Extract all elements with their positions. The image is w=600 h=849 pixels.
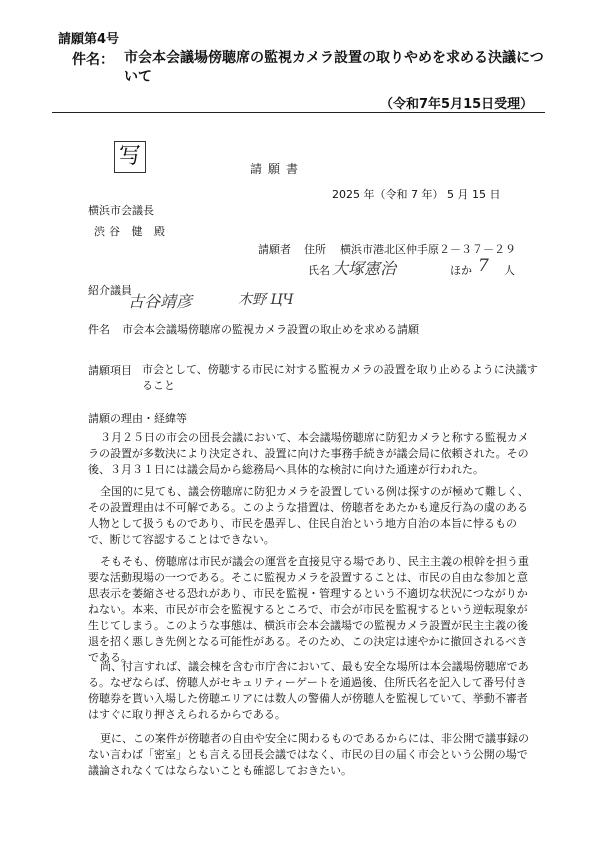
address-label: 住所 [304,243,326,256]
header-divider [52,112,545,113]
document-title: 請願書 [250,162,305,176]
petitioner-label: 請願者 [258,243,291,256]
received-date: （令和7年5月15日受理） [380,97,534,112]
petitioner-count: 7 [478,256,489,276]
reason-paragraph-1: ３月２５日の市会の団長会議において、本会議場傍聴席に防犯カメラと称する監視カメラの設置が多数決により決定され、設置に向けた事務手続きが議会局に依頼された。その後、３月３１日には議会局から総務局へ具体的な検討に向けた通達が行われた。 [88,431,529,476]
petitioner-address: 横浜市港北区仲手原２－３７－２９ [340,243,516,256]
header-subject: 市会本会議場傍聴席の監視カメラ設置の取りやめを求める決議について [124,50,544,85]
petitioner-signature: 大塚憲治 [332,259,397,278]
reason-label: 請願の理由・経緯等 [88,412,187,425]
reason-paragraph-4: 尚、付言すれば、議会棟を含む市庁舎において、最も安全な場所は本会議場傍聴席である。なぜならば、傍聴人がセキュリティーゲートを通過後、住所氏名を記入して番号付き傍聴券を貰い入場した傍聴エリアには数人の警備人が傍聴人を監視していて、挙動不審者はすぐに取り押さえられるからである。 [88,660,529,721]
subject-label: 件名 [88,323,110,336]
reason-paragraph-2: 全国的に見ても、議会傍聴席に防犯カメラを設置している例は探すのが極めて難しく、その設置理由は不可解である。このような措置は、傍聴者をあたかも違反行為の虞のある人物として扱うものであり、市民を愚弄し、住民自治という地方自治の本旨に悖るもので、断じて容認することはできない。 [88,485,529,546]
count-unit: 人 [504,264,515,277]
subject-text: 市会本会議場傍聴席の監視カメラ設置の取止めを求める請願 [122,323,419,336]
item-label: 請願項目 [88,364,132,377]
addressee-line1: 横浜市会議長 [88,204,154,217]
introducer-signature-2: 木野 ЦЧ [238,292,294,308]
introducer-signature-1: 古谷靖彦 [128,292,193,311]
introducer-label: 紹介議員 [88,284,132,297]
name-label: 氏名 [308,264,330,277]
others-label: ほか [450,264,472,277]
reason-paragraph-5: 更に、この案件が傍聴者の自由や安全に関わるものであるからには、非公開で議事録のない言わば「密室」とも言える団長会議ではなく、市民の目の届く市会という公開の場で議論されなくてはならないことも確認しておきたい。 [88,732,529,777]
addressee-line2: 渋谷 健 殿 [94,225,169,238]
header-subject-label: 件名： [72,52,114,68]
reason-paragraph-3: そもそも、傍聴席は市民が議会の運営を直接見守る場であり、民主主義の根幹を担う重要な活動現場の一つである。そこに監視カメラを設置することは、市民の自由な参加と意思表示を萎縮させる恐れがあり、市民を監視・管理するという不適切な状況につながりかねない。本来、市民が市会を監視するところで、市会が市民を監視するという逆転現象が生じてしまう。このような事態は、横浜市会本会議場での監視カメラ設置が民主主義の後退を招く悪しき先例となる可能性がある。そのため、この決定は速やかに撤回されるべきである。 [88,555,529,664]
copy-stamp: 写 [114,141,146,173]
document-date: 2025 年（令和 7 年） 5 月 15 日 [332,188,501,201]
item-text: 市会として、傍聴する市民に対する監視カメラの設置を取り止めるように決議すること [142,363,538,392]
petition-number: 請願第4号 [58,32,120,47]
